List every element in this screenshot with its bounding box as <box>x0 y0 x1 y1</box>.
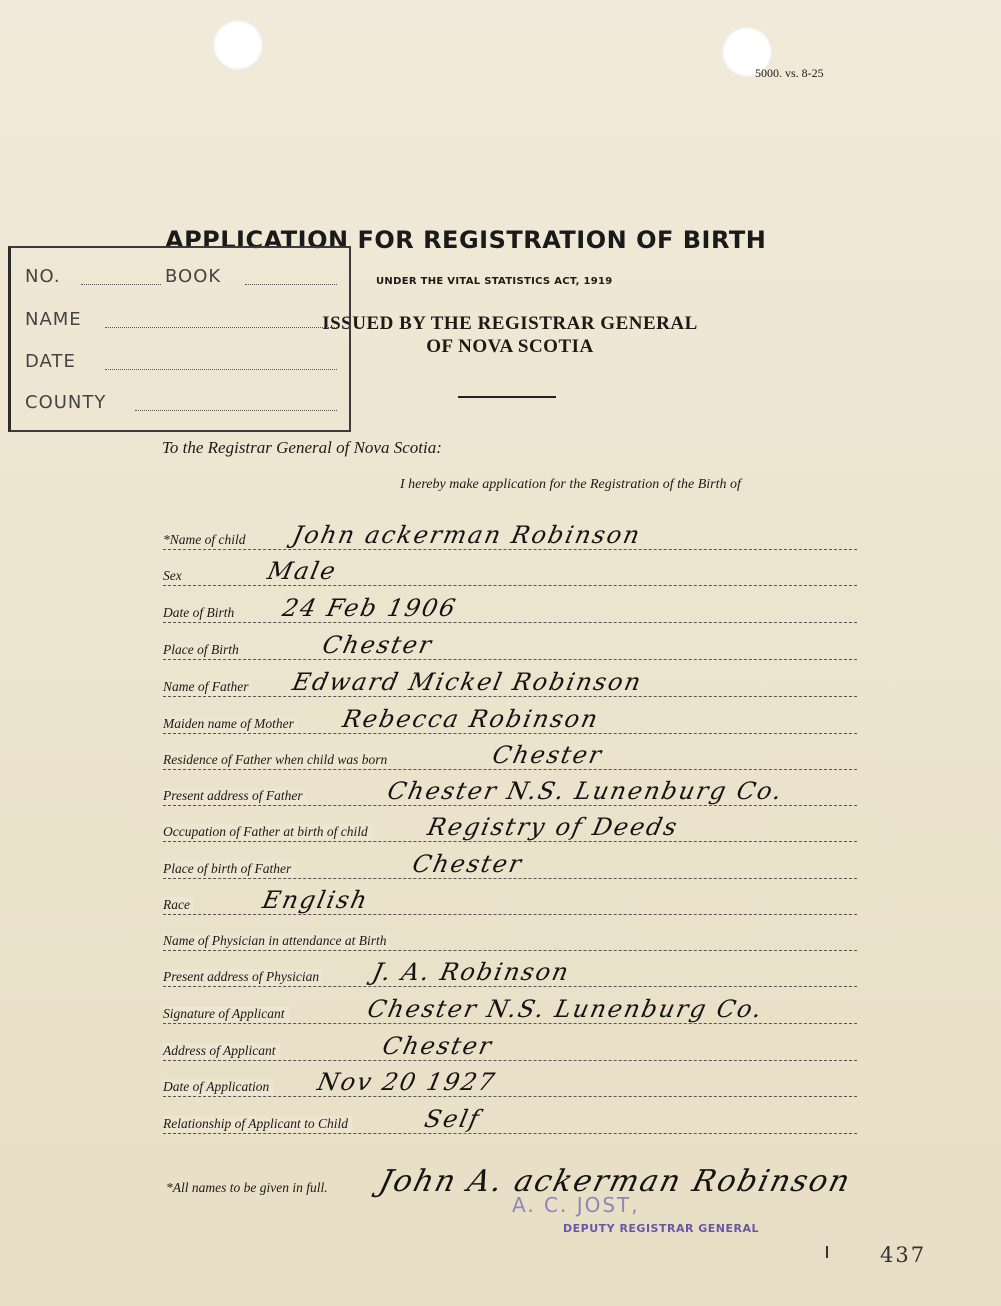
no-blank <box>81 284 161 285</box>
field-value: John ackerman Robinson <box>290 521 644 549</box>
form-number: 5000. vs. 8-25 <box>755 66 824 80</box>
field-value: 24 Feb 1906 <box>280 594 460 622</box>
field-label: Race <box>163 897 194 913</box>
field-race <box>163 886 857 915</box>
field-line <box>163 1096 857 1097</box>
field-label: Signature of Applicant <box>163 1006 289 1022</box>
field-value: Chester <box>320 631 436 659</box>
field-label: Date of Application <box>163 1079 273 1095</box>
field-label: *Name of child <box>163 532 250 548</box>
field-line <box>163 549 857 550</box>
field-value: Male <box>265 557 340 585</box>
book-blank <box>245 284 337 285</box>
field-line <box>163 733 857 734</box>
issued-by-line-2: OF NOVA SCOTIA <box>426 336 594 357</box>
field-value: J. A. Robinson <box>370 958 573 986</box>
field-occupation-of-father <box>163 813 857 842</box>
footnote: *All names to be given in full. <box>166 1180 328 1195</box>
page-number: 437 <box>880 1243 927 1267</box>
field-line <box>163 805 857 806</box>
field-residence-of-father <box>163 741 857 770</box>
issued-by <box>290 312 730 358</box>
field-name-of-child <box>163 521 857 550</box>
field-line <box>163 841 857 842</box>
field-label: Place of birth of Father <box>163 861 295 877</box>
field-line <box>163 585 857 586</box>
field-label: Occupation of Father at birth of child <box>163 824 372 840</box>
field-value: Chester <box>410 850 526 878</box>
field-value: English <box>260 886 372 914</box>
field-label: Place of Birth <box>163 642 243 658</box>
field-value: Registry of Deeds <box>425 813 682 841</box>
field-label: Address of Applicant <box>163 1043 280 1059</box>
field-line <box>163 1023 857 1024</box>
book-label: BOOK <box>165 266 222 287</box>
field-line <box>163 659 857 660</box>
field-line <box>163 769 857 770</box>
field-label: Name of Physician in attendance at Birth <box>163 933 390 949</box>
field-line <box>163 914 857 915</box>
field-line <box>163 622 857 623</box>
field-physician-address <box>163 958 857 987</box>
field-label: Present address of Father <box>163 788 307 804</box>
no-label: NO. <box>25 266 61 287</box>
field-label: Sex <box>163 568 186 584</box>
date-blank <box>105 369 337 370</box>
field-label: Maiden name of Mother <box>163 716 298 732</box>
field-signature-of-applicant <box>163 995 857 1024</box>
field-name-of-father <box>163 668 857 697</box>
field-line <box>163 696 857 697</box>
field-physician-name <box>163 927 857 951</box>
salutation: To the Registrar General of Nova Scotia: <box>162 438 442 457</box>
field-sex <box>163 557 857 586</box>
field-line <box>163 986 857 987</box>
field-value: Rebecca Robinson <box>340 705 602 733</box>
county-blank <box>135 410 337 411</box>
field-value: Chester N.S. Lunenburg Co. <box>385 777 787 805</box>
title-divider <box>458 396 556 398</box>
applicant-signature: John A. ackerman Robinson <box>375 1164 856 1199</box>
field-line <box>163 1060 857 1061</box>
field-label: Name of Father <box>163 679 253 695</box>
field-place-of-birth-of-father <box>163 850 857 879</box>
date-label: DATE <box>25 351 76 372</box>
intro-text: I hereby make application for the Registration of the Birth of <box>400 477 741 492</box>
field-relationship-to-child <box>163 1105 857 1134</box>
page-title: APPLICATION FOR REGISTRATION OF BIRTH <box>165 226 767 254</box>
field-date-of-application <box>163 1068 857 1097</box>
registrar-stamp-title: DEPUTY REGISTRAR GENERAL <box>563 1222 760 1235</box>
field-value: Chester <box>490 741 606 769</box>
field-label: Present address of Physician <box>163 969 323 985</box>
act-subtitle: UNDER THE VITAL STATISTICS ACT, 1919 <box>376 276 613 287</box>
field-value: Chester <box>380 1032 496 1060</box>
field-value: Self <box>422 1105 484 1133</box>
field-label: Date of Birth <box>163 605 238 621</box>
field-present-address-of-father <box>163 777 857 806</box>
field-date-of-birth <box>163 594 857 623</box>
punch-hole <box>213 20 263 70</box>
field-value: Chester N.S. Lunenburg Co. <box>365 995 767 1023</box>
field-label: Relationship of Applicant to Child <box>163 1116 352 1132</box>
issued-by-line-1: ISSUED BY THE REGISTRAR GENERAL <box>322 313 698 334</box>
field-line <box>163 878 857 879</box>
field-address-of-applicant <box>163 1032 857 1061</box>
field-line <box>163 1133 857 1134</box>
field-place-of-birth <box>163 631 857 660</box>
page-tick-mark <box>826 1246 828 1258</box>
county-label: COUNTY <box>25 392 107 413</box>
field-mother-maiden-name <box>163 705 857 734</box>
field-line <box>163 950 857 951</box>
registrar-stamp-name: A. C. JOST, <box>512 1193 640 1217</box>
office-use-box <box>8 246 351 432</box>
field-label: Residence of Father when child was born <box>163 752 391 768</box>
field-value: Nov 20 1927 <box>315 1068 499 1096</box>
name-blank <box>105 327 337 328</box>
field-value: Edward Mickel Robinson <box>290 668 646 696</box>
name-label: NAME <box>25 309 82 330</box>
